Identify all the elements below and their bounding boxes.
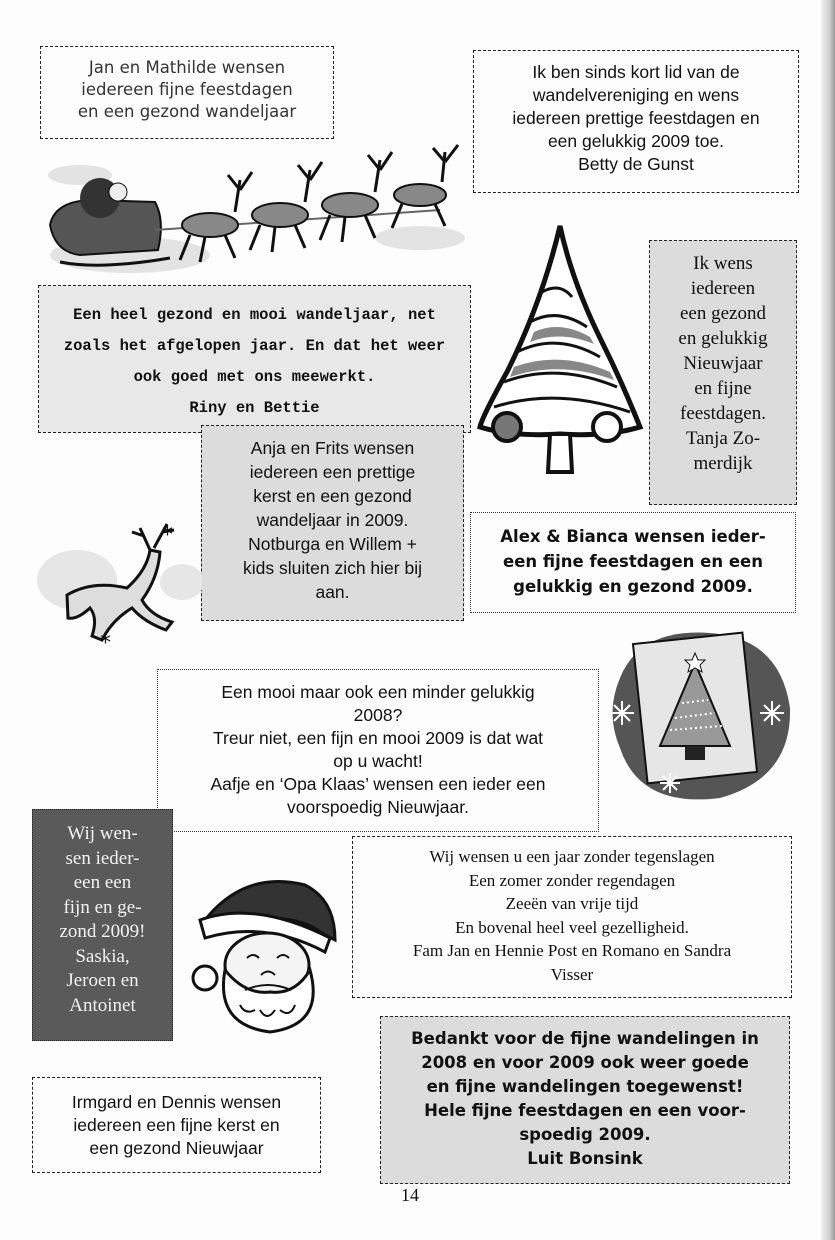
- text-line: feestdagen.: [680, 403, 766, 424]
- message-saskia: [32, 809, 173, 1041]
- text-line: Jan en Mathilde wensen: [88, 58, 286, 77]
- text-line: Zeeën van vrije tijd: [505, 894, 639, 913]
- text-line: Notburga en Willem +: [248, 534, 417, 554]
- signature: Luit Bonsink: [527, 1149, 643, 1168]
- message-post-visser: [352, 836, 792, 998]
- text-line: ook goed met ons meewerkt.: [133, 368, 376, 386]
- text-line: Hele fijne feestdagen en een voor-: [424, 1101, 746, 1120]
- text-line: Anja en Frits wensen: [250, 438, 415, 458]
- svg-text:*: *: [162, 523, 173, 548]
- text-line: Wij wen-: [67, 823, 138, 844]
- text-line: zoals het afgelopen jaar. En dat het weer: [63, 337, 446, 355]
- text-line: fijn en ge-: [63, 896, 142, 918]
- text-line: een gelukkig 2009 toe.: [547, 131, 725, 151]
- text-line: kerst en een gezond: [253, 486, 412, 506]
- text-line: en fijne wandelingen toegewenst!: [426, 1077, 744, 1096]
- text-line: sen ieder-: [65, 847, 140, 869]
- message-luit-bonsink: [380, 1016, 790, 1184]
- svg-text:*: *: [100, 631, 111, 656]
- text-line: Aafje en ‘Opa Klaas’ wensen een ieder een: [210, 774, 546, 794]
- signature: Tanja Zo-: [685, 428, 761, 449]
- signature: Visser: [550, 964, 594, 984]
- text-line: Ik wens: [693, 253, 753, 274]
- signature: Jeroen en: [66, 970, 139, 991]
- text-line: Bedankt voor de fijne wandelingen in: [411, 1029, 759, 1048]
- text-line: 2008 en voor 2009 ook weer goede: [421, 1053, 749, 1072]
- text-line: En bovenal heel veel gezelligheid.: [455, 917, 689, 937]
- text-line: Een mooi maar ook een minder gelukkig: [221, 682, 535, 702]
- text-line: Nieuwjaar: [683, 353, 763, 374]
- text-line: een een: [73, 872, 132, 893]
- text-line: gelukkig en gezond 2009.: [513, 577, 753, 596]
- text-line: zond 2009!: [59, 921, 146, 942]
- signature: Antoinet: [69, 994, 136, 1016]
- text-line: iedereen een prettige: [249, 462, 416, 482]
- text-line: iedereen prettige feestdagen en: [512, 108, 760, 128]
- message-alex-bianca: [470, 512, 796, 613]
- message-tanja: [649, 240, 797, 505]
- text-line: een fijne feestdagen en een: [503, 552, 763, 571]
- text-line: Een heel gezond en mooi wandeljaar, net: [73, 306, 436, 324]
- text-line: Alex & Bianca wensen ieder-: [500, 527, 766, 546]
- message-riny-bettie: [38, 285, 471, 433]
- message-jan-mathilde: [40, 46, 334, 139]
- christmas-card-icon: [600, 618, 795, 808]
- text-line: wandeljaar in 2009.: [256, 510, 409, 530]
- text-line: wandelvereniging en wens: [532, 85, 740, 105]
- text-line: aan.: [315, 582, 350, 602]
- message-irmgard-dennis: [32, 1077, 321, 1173]
- text-line: een gezond: [680, 303, 766, 324]
- santa-face-icon: [185, 860, 345, 1040]
- message-anja-frits: [201, 425, 464, 621]
- text-line: en een gezond wandeljaar: [77, 102, 297, 121]
- reindeer-icon: [32, 510, 202, 660]
- text-line: Irmgard en Dennis wensen: [71, 1092, 282, 1112]
- text-line: iedereen: [690, 278, 756, 299]
- text-line: iedereen fijne feestdagen: [81, 80, 293, 99]
- text-line: 2008?: [353, 705, 403, 725]
- text-line: Een zomer zonder regendagen: [468, 870, 676, 890]
- signature: Saskia,: [75, 945, 130, 967]
- signature: merdijk: [693, 453, 753, 474]
- christmas-tree-icon: [472, 222, 647, 484]
- text-line: iedereen een fijne kerst en: [73, 1115, 280, 1135]
- text-line: Treur niet, een fijn en mooi 2009 is dat wat: [212, 728, 544, 748]
- text-line: een gezond Nieuwjaar: [89, 1138, 264, 1158]
- santa-sleigh-icon: [40, 130, 470, 290]
- text-line: kids sluiten zich hier bij: [243, 558, 422, 578]
- signature: Riny en Bettie: [189, 399, 320, 417]
- text-line: en gelukkig: [678, 328, 768, 349]
- page-number: 14: [401, 1185, 419, 1205]
- text-line: en fijne: [694, 378, 752, 399]
- text-line: Wij wensen u een jaar zonder tegenslagen: [429, 847, 715, 866]
- signature: Betty de Gunst: [578, 154, 694, 174]
- page-edge: [821, 0, 835, 1240]
- text-line: op u wacht!: [333, 751, 423, 771]
- text-line: voorspoedig Nieuwjaar.: [287, 797, 469, 817]
- text-line: spoedig 2009.: [519, 1125, 651, 1144]
- text-line: Ik ben sinds kort lid van de: [532, 62, 740, 82]
- signature: Fam Jan en Hennie Post en Romano en Sandra: [412, 941, 732, 960]
- message-aafje: [157, 669, 599, 832]
- message-betty: [473, 50, 799, 193]
